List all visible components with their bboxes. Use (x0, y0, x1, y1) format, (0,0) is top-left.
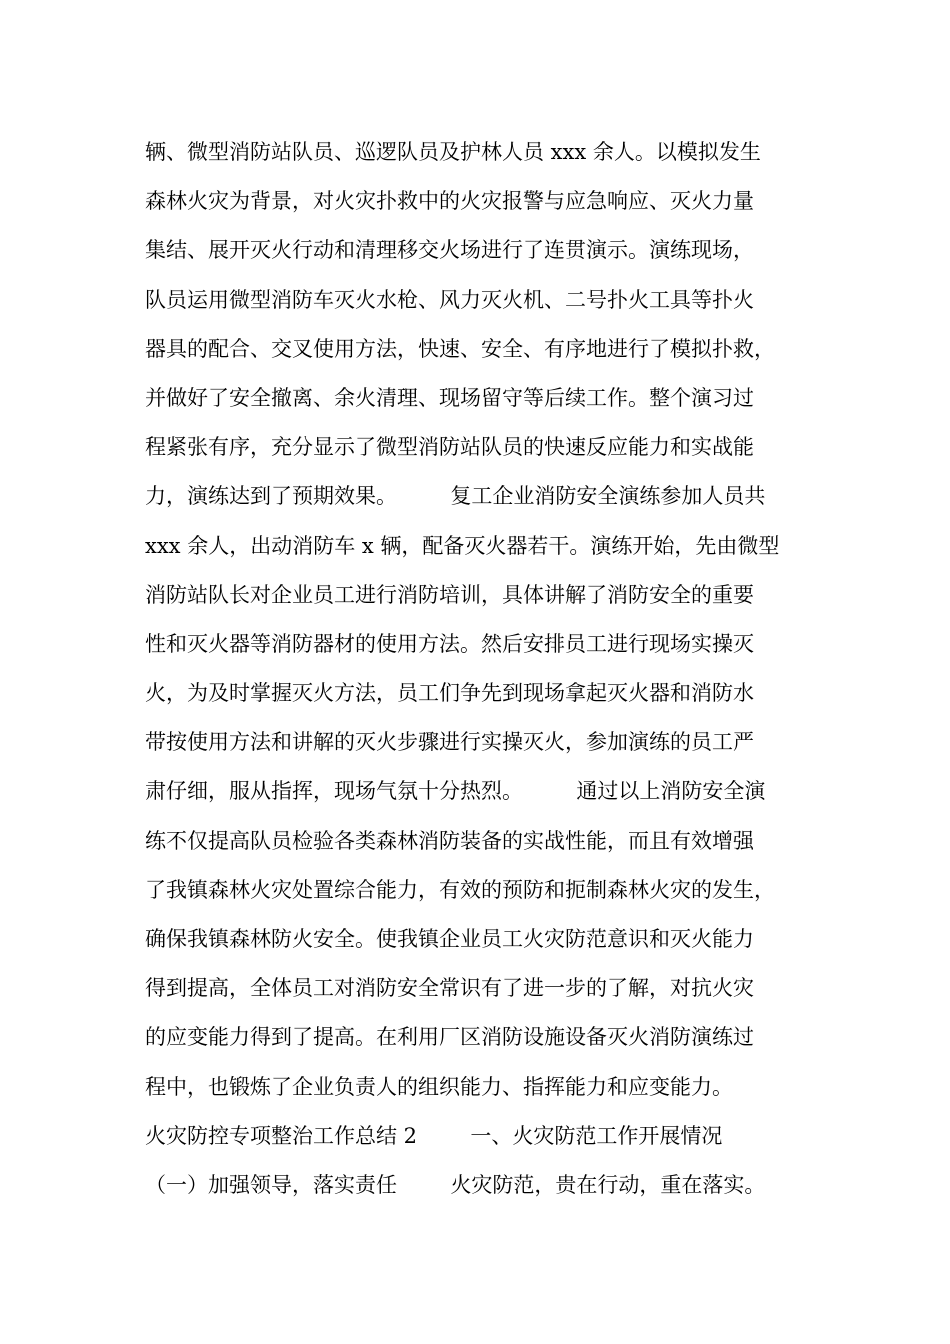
text-line: 确保我镇森林防火安全。使我镇企业员工火灾防范意识和灭火能力 (145, 927, 754, 951)
text-line: 肃仔细，服从指挥，现场气氛十分热烈。 通过以上消防安全演 (145, 779, 766, 804)
text-line: 并做好了安全撤离、余火清理、现场留守等后续工作。整个演习过 (145, 385, 754, 410)
text-line: 集结、展开灭火行动和清理移交火场进行了连贯演示。演练现场， (145, 238, 754, 263)
section-heading-line: 火灾防控专项整治工作总结 2 一、火灾防范工作开展情况 (145, 1123, 723, 1148)
text-line: 了我镇森林火灾处置综合能力，有效的预防和扼制森林火灾的发生， (145, 877, 775, 902)
text-line: 队员运用微型消防车灭火水枪、风力灭火机、二号扑火工具等扑火 (145, 287, 754, 312)
text-line: 火，为及时掌握灭火方法，员工们争先到现场拿起灭火器和消防水 (145, 681, 754, 706)
text-line: 程紧张有序，充分显示了微型消防站队员的快速反应能力和实战能 (145, 435, 754, 460)
text-line: 带按使用方法和讲解的灭火步骤进行实操灭火，参加演练的员工严 (145, 730, 754, 755)
text-line: 程中，也锻炼了企业负责人的组织能力、指挥能力和应变能力。 (145, 1074, 733, 1099)
text-line: 消防站队长对企业员工进行消防培训，具体讲解了消防安全的重要 (145, 582, 754, 607)
text-line: 器具的配合、交叉使用方法，快速、安全、有序地进行了模拟扑救， (145, 336, 775, 361)
text-line: 的应变能力得到了提高。在利用厂区消防设施设备灭火消防演练过 (145, 1025, 754, 1050)
text-line: 辆、微型消防站队员、巡逻队员及护林人员 xxx 余人。以模拟发生 (145, 140, 761, 164)
subsection-heading-line: （一）加强领导，落实责任 火灾防范，贵在行动，重在落实。 (145, 1172, 766, 1197)
text-line: xxx 余人，出动消防车 x 辆，配备灭火器若干。演练开始，先由微型 (145, 533, 780, 558)
text-line: 性和灭火器等消防器材的使用方法。然后安排员工进行现场实操灭 (145, 631, 754, 656)
text-line: 力，演练达到了预期效果。 复工企业消防安全演练参加人员共 (145, 484, 766, 509)
body-text (145, 128, 825, 1210)
text-line: 练不仅提高队员检验各类森林消防装备的实战性能，而且有效增强 (145, 828, 754, 853)
text-line: 森林火灾为背景，对火灾扑救中的火灾报警与应急响应、灭火力量 (145, 189, 754, 214)
text-line: 得到提高，全体员工对消防安全常识有了进一步的了解，对抗火灾 (145, 976, 754, 1001)
